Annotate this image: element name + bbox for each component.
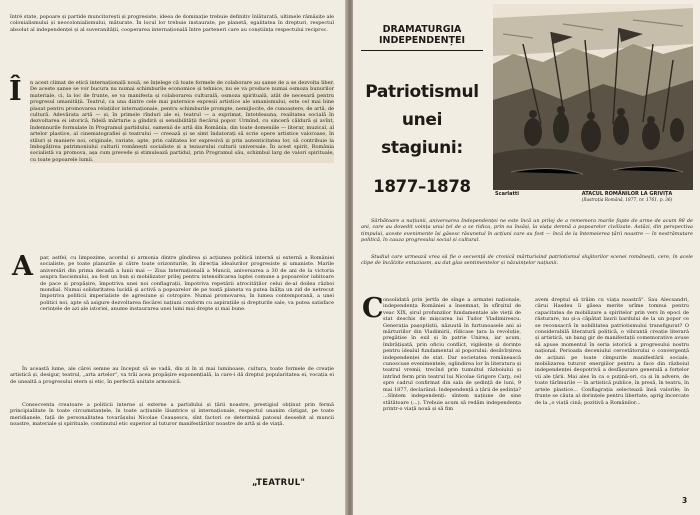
- column-1: onsolidată prin jertfa de sînge a armatei naționale, independența României a însemnat, în sfîrșitul de veac XIX, șirul profunzilor fundamentale ale vieții de stat deschis de mișcarea lui Tudor Vladimirescu. Generația pașoptiștii, năzuută în furtunoasele ani ai mărturiilor din Vladimirii, rîdicase țara la revoluție, pregătise în exil și în patrie Unirea, iar acum, îmbrățișată, prin oficiu conflict, vigilențe și dorințe pentru idealul fundamental al poporului: desăvîrșirea independenței de stat. Dar societatea românească cunoscuse evenimentele, oglindirea lor în literatura și teatrul vremii, trecînd prin tumultul războiului și intrînd ferm prin teatrul lui Nicolae Grigore Carp, cel spre cadrul confirmat din sala de ședință de luni, 9 mai 1877, declarând: Independență a țării de ședința? ...Sîntem independenți: sîntem națiune de sine stătătoare (...). Trebuie acum să redăm independența printr-o viață nouă și să fim: [383, 297, 521, 412]
- left-page: [0, 0, 347, 515]
- intro-paragraph-2: Studiul care urmează vrea să fie o secvență de cronică mărturisind patriotismul slujitorilor scenei românești, cere, în acele clipe de încălzite entuziasm, au dat glas sentimentelor și năzuințelor națiunii.: [361, 254, 693, 267]
- right-page: [353, 0, 700, 515]
- title-line-4: 1877–1878: [373, 177, 471, 196]
- title-line-1: Patriotismul: [365, 82, 479, 102]
- page-number: 3: [682, 496, 688, 505]
- caption-title: ATACUL ROMÂNILOR LA GRIVIȚA: [581, 191, 673, 197]
- rubric-rule: [361, 50, 483, 51]
- rubric-line-1: DRAMATURGIA: [382, 24, 462, 35]
- rubric-label: [353, 24, 491, 48]
- caption-source: (Ilustrația Română, 1877, nr. 1761, p. 36): [581, 198, 673, 203]
- battle-engraving: [493, 4, 693, 190]
- paragraph-4: Consecventa creatoare a politicii interne și externe a partidului și țării noastre, prestigiul obținut prin fermă principialitate în toate circumstanțele, în toate acțiunile lăuntrice și internaționale, respectul unanim cîștigat, pe toate meridianele, față de personalitatea tovarășului Nicolae Ceaușescu, sînt factori ce determină patosul deosebit al muncii noastre, materiale și spirituale, continutul etic superior al tuturor manifestărilor noastre de artă și de viață.: [10, 402, 334, 428]
- title-line-3: stagiuni:: [381, 138, 463, 158]
- intro-paragraph: Sărbătoare a națiunii, aniversarea Independenței ne este încă un prilej de a rememora marile fapte de arme de acum 98 de ani, care au dovedit voința unui țel de a se ridica, prin ea însăși, la viața demnă a popoarelor civilizate. Astăzi, din perspectiva timpului, aceste evenimente își găsesc răsunetul în acțiuni care au fost — încă de la întemeierea țării noastre — în nestrămutare politică, în cauza progresului social și cultural.: [361, 218, 693, 244]
- drop-cap-c: C: [362, 293, 384, 324]
- photo-credit: Scarlatti: [495, 191, 519, 197]
- drop-cap-i: Î: [9, 76, 22, 107]
- title-line-2: unei: [401, 110, 443, 130]
- battle-engraving-image: [493, 4, 693, 190]
- paragraph-top: întré state, popoare și partide muncitorești și progresiste, ideea de dominație trebuie definitiv înlăturată, ultimele rămășițe ale colonialismului și neocolonialismului, măturate. În locul lor trebuie instaurate, pe planetă, egalitatea în drepturi, respectul absolut al independenței și al suveranității, cooperarea internațională între parteneri care au conștiința respectului reciproc.: [10, 14, 334, 33]
- paragraph-1: n acest climat de etică internațională nouă, se înțelege că toate formele de colaborare au șanse de a se dezvolta liber. De aceste șanse se vor bucura nu numai schimburile economice și tehnice, nu se va produce numai osmoza bunurilor materiale, ci, la loc de frunte, se va manifesta și colaborarea culturală, osmoza spirituală, atât de necesară pentru progresul umanității. Teatrul, ca una dintre cele mai puternice expresii artistice ale umanismului, este cel mai bine plasat pentru promovarea relațiilor internaționale, pentru schimburile prompte, nemijlocite, de cunoaștere, de artă, de cultură. Adevărata artă — și, în primele rînduri ale ei, teatrul — a exprimat, întotdeauna, realitatea socială în dezvoltarea ei istorică, fidelă mărturie a gîndirii și sensibilității fiecărui popor. Urmînd, cu sinceră căldură și avînt, îndemnurile formulate în Programul partidului, oamenii de artă din România, din toate domeniile — literar, muzical, al artelor plastice, al cinematografiei și teatrului — creează și se simt îndatorați să scrie opere artistice valoroase, în stiluri și maniere noi, originale, variate, apte, prin calitatea lor expresivă și prin autenticitatea lor, să contribuie la îmbogățirea patrimoniului culturii românești socialiste și a tezaurului culturii universale. În acest spirit, România socialistă va promova, așa cum prevede și stimulează partidul, prin Programul său, schimbul larg de valori spirituale, cu toate popoarele lumii.: [30, 80, 334, 163]
- photo-caption: [493, 190, 693, 212]
- paragraph-2: par, astfel, cu limpezime, acordul și armonia dintre gîndirea și acțiunea politică internă și externă a României socialiste, pe toate planurile și către toate orizonturile, în direcția idealurilor progresiste și umaniste. Marile aniversări din prima decadă a lunii mai — Ziua Internațională a Muncii, aniversarea a 30 de ani de la victoria asupra fascismului, au fost un bun și mobilizator prilej pentru intensificarea luptei comune a popoarelor iubitoare de pace și propășire, împotriva unei noi conflagrații, împotriva repetării atrocităților celui de-al doilea război mondial. Numai solidaritatea lucidă și activă a popoarelor de pe toată planeta va putea înălța un zid de netrecut împotriva politicii imperialiste de agresiune și cotropire. Numai promovarea, în lumea contemporană, a unei politici noi, apte să asigure dezvoltarea fiecărei națiuni conform cu aspirațiile și drepturile sale, va putea satisface cerințele de azi ale istoriei, anume instaurarea unei lumi mai drepte și mai bune.: [40, 255, 334, 313]
- drop-cap-a: A: [12, 251, 33, 282]
- signature-teatrul: „TEATRUL": [252, 478, 306, 488]
- column-2: avem dreptul să trăim cu viața noastră". Sau Alecsandri, cărui Hasdeu îi găsea merite urîme tomnui pentru capacitatea de mobilizare a spiritelor prin vers în epoci de răsturare, nu și-a căpătat laurii bardului de la un popor ce se reconsacră în nobilitatea patriotismului transfigurat? O considerabilă literatură politică, o vibrantă creație literară și artistică, un bang gir de manifestații comemorative avuse să apuse momentul în seria istorică a progresului nostru național. Perioada deceniului cercetătorului o convergență de acțiuni pe toate cîmpurile manifestării sociale, mobilizarea tuturor energiilor pentru a face din războiul independenței deopotrivă a desfășurare generală a forțelor vii ale țării. Mai ales în ca o puțină-ori, ca și în advere, de toate tărîmurile — în artistică publice, în presă, în teatru, în artele plastice... Conflagrația selectează însă valorile; în frunte se căuta al dorințele pentru libertate, aprig încercate de la „o viață cină; pozitivă a Românilor...: [535, 297, 689, 406]
- paragraph-3: În această lume, ale cărei semne au început să se vadă, din zi în zi mai luminoase, cultura, toate formele de creație artistică și, desigur, teatrul, „arta artelor", va trăi acea propășire exponențială, la care-i dă dreptul popularitatea ei, vocația ei de unealtă a progresului etern și etic, în perfectă unitate armonică.: [10, 366, 334, 385]
- rubric-line-2: INDEPENDENȚEI: [378, 35, 466, 46]
